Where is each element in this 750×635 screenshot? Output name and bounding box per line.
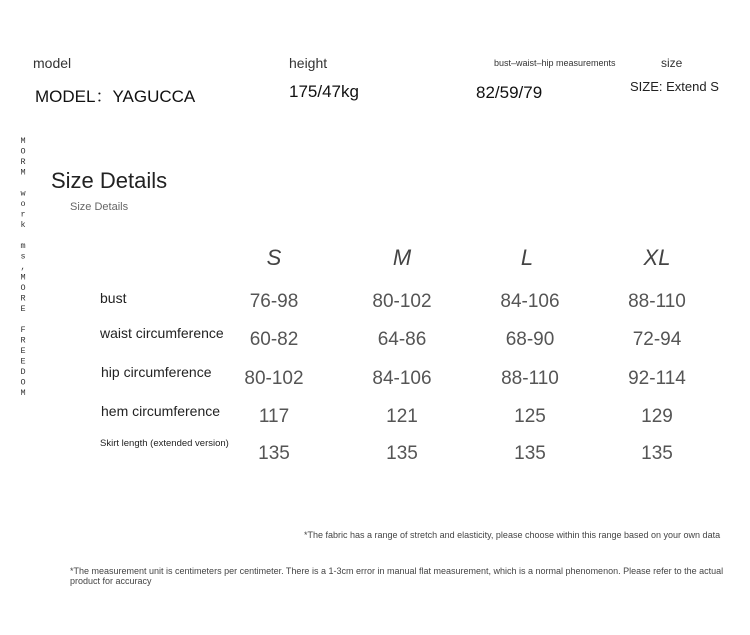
table-cell: 80-102 xyxy=(372,291,432,312)
row-label-hem: hem circumference xyxy=(101,403,221,419)
table-cell: 84-106 xyxy=(500,291,560,312)
page-title: Size Details xyxy=(51,168,168,193)
table-cell: 84-106 xyxy=(372,368,432,389)
table-cell: 76-98 xyxy=(249,291,299,312)
measurement-note: *The measurement unit is centimeters per centimeter. There is a 1-3cm error in manual flat measurement, which is a normal phenomenon. Please refer to the actual product for accuracy xyxy=(70,566,724,586)
size-value: SIZE: Extend S xyxy=(630,79,719,94)
row-label-bust: bust xyxy=(100,290,127,306)
height-value: 175/47kg xyxy=(289,82,359,101)
size-header-l: L xyxy=(520,245,534,270)
table-cell: 92-114 xyxy=(628,368,686,389)
table-cell: 72-94 xyxy=(632,329,682,350)
model-value: MODEL：YAGUCCA xyxy=(35,87,196,106)
measurements-value: 82/59/79 xyxy=(476,83,543,102)
fabric-note: *The fabric has a range of stretch and elasticity, please choose within this range based on your own data xyxy=(304,530,721,540)
table-cell: 135 xyxy=(386,443,418,464)
table-cell: 88-110 xyxy=(501,368,559,389)
table-cell: 135 xyxy=(514,443,546,464)
table-cell: 129 xyxy=(641,406,673,427)
table-cell: 125 xyxy=(514,406,546,427)
row-label-hip: hip circumference xyxy=(101,364,212,380)
size-label: size xyxy=(661,56,683,70)
size-header-m: M xyxy=(392,245,412,270)
table-cell: 121 xyxy=(386,406,418,427)
table-cell: 80-102 xyxy=(244,368,304,389)
table-cell: 117 xyxy=(258,406,290,427)
table-cell: 68-90 xyxy=(505,329,555,350)
model-label: model xyxy=(33,55,72,71)
height-label: height xyxy=(289,55,328,71)
side-vertical-text: MORM work ms,MORE FREEDOM xyxy=(18,136,28,399)
measurements-label: bust–waist–hip measurements xyxy=(494,58,616,68)
size-header-xl: XL xyxy=(643,245,671,270)
table-cell: 64-86 xyxy=(377,329,427,350)
table-cell: 135 xyxy=(641,443,673,464)
row-label-waist: waist circumference xyxy=(100,325,224,341)
row-label-skirt-length: Skirt length (extended version) xyxy=(100,438,229,449)
page-subtitle: Size Details xyxy=(70,201,129,213)
size-header-s: S xyxy=(266,245,282,270)
table-cell: 60-82 xyxy=(249,329,299,350)
table-cell: 88-110 xyxy=(628,291,686,312)
table-cell: 135 xyxy=(258,443,290,464)
